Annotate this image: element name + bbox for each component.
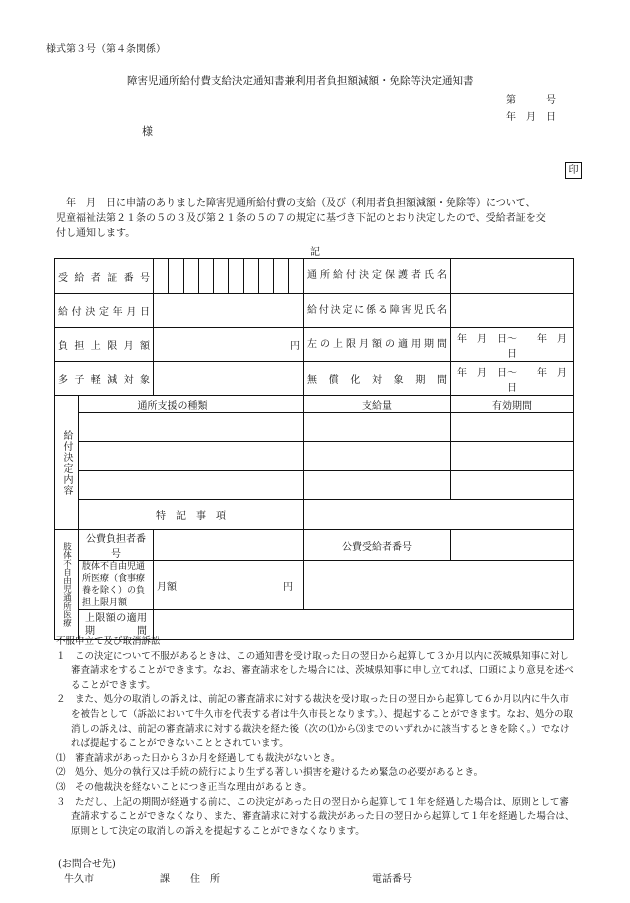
note-2: ２ また、処分の取消しの訴えは、前記の審査請求に対する裁決を受け取った日の翌日から起算して６か月以内に牛久市を被告として（訴訟において牛久市を代表する者は牛久市長となります。）、提起することができます。なお、処分の取消しの訴えは、前記の審査請求に対する裁決を経た後（次の⑴から⑶までのいずれかに該当するときを除く。）でなければ提起することができないこととされています。 [56, 694, 573, 750]
valid-period-header: 有効期間 [451, 396, 574, 413]
public-recipient-number-value [451, 530, 574, 561]
intro-line-1: 年 月 日に申請のありました障害児通所給付費の支給（及び（利用者負担額減額・免除等）について、 [56, 198, 536, 209]
medical-limit-value [154, 561, 304, 610]
recipient-number-boxes [154, 259, 304, 294]
form-number: 様式第３号（第４条関係） [46, 44, 166, 55]
note-2-item-2: ⑵ 処分、処分の執行又は手続の続行により生ずる著しい損害を避けるため緊急の必要があるとき。 [56, 767, 484, 779]
limit-amount-yen: 円 [154, 328, 304, 362]
service-row [79, 471, 304, 500]
medical-limit-yen: 円 [283, 581, 293, 593]
intro-line-3: 付し通知します。 [56, 228, 136, 239]
child-name-label: 給付決定に係る障害児氏名 [304, 294, 451, 328]
decision-table [54, 258, 577, 640]
note-1: １ この決定について不服があるときは、この通知書を受け取った日の翌日から起算して３か月以内に茨城県知事に対し審査請求をすることができます。なお、審査請求をした場合には、茨城県知事に申し立てれば、口頭により意見を述べることができます。 [56, 650, 574, 691]
decision-date-value [154, 294, 304, 328]
medical-section-label: 肢体不自由児通所医療 [55, 530, 79, 640]
kyufu-section-label: 給付決定内容 [55, 396, 79, 530]
multi-child-label: 多子軽減対象 [55, 362, 154, 396]
phone-label: 電話番号 [372, 874, 412, 885]
multi-child-value [154, 362, 304, 396]
service-type-header: 通所支援の種類 [79, 396, 304, 413]
free-period-label: 無償化対象期間 [304, 362, 451, 396]
medical-limit-label: 肢体不自由児通所医療（食事療養を除く）の負担上限月額 [79, 561, 154, 610]
recipient-number-label: 受給者証番号 [55, 259, 154, 294]
payer-number-label: 公費負担者番号 [79, 530, 154, 561]
limit-amount-label: 負担上限月額 [55, 328, 154, 362]
service-row [79, 413, 304, 442]
document-title: 障害児通所給付費支給決定通知書兼利用者負担額減額・免除等決定通知書 [127, 75, 474, 87]
issue-date: 年 月 日 [506, 112, 556, 123]
medical-limit-period-label: 上限額の適用期間 [79, 610, 154, 640]
limit-period-label: 左の上限月額の適用期間 [304, 328, 451, 362]
city-name: 牛久市 [64, 874, 94, 885]
payer-number-value [154, 530, 304, 561]
note-2-item-3: ⑶ その他裁決を経ないことにつき正当な理由があるとき。 [56, 781, 312, 793]
guardian-name-label: 通所給付決定保護者氏名 [304, 259, 451, 294]
public-recipient-number-label: 公費受給者番号 [304, 530, 451, 561]
remarks-label: 特 記 事 項 [79, 500, 304, 530]
ki-heading: 記 [310, 247, 320, 258]
supply-amount-header: 支給量 [304, 396, 451, 413]
guardian-name-value [451, 259, 574, 294]
intro-line-2: 児童福祉法第２１条の５の３及び第２１条の５の７の規定に基づき下記のとおり決定したので、受給者証を交 [56, 213, 546, 224]
seal-mark: 印 [565, 162, 582, 179]
limit-period-value: 年 月 日～ 年 月 日 [451, 328, 574, 362]
decision-date-label: 給付決定年月日 [55, 294, 154, 328]
child-name-value [451, 294, 574, 328]
section-address: 課 住 所 [160, 874, 220, 885]
note-3: ３ ただし、上記の期間が経過する前に、この決定があった日の翌日から起算して１年を経過した場合は、原則として審査請求することができなくなり、また、審査請求に対する裁決があった日の翌日から起算して１年を経過した場合は、原則として決定の取消しの訴えを提起することができなくなります。 [56, 796, 575, 837]
free-period-value: 年 月 日～ 年 月 日 [451, 362, 574, 396]
recipient-suffix: 様 [142, 125, 153, 138]
service-row [79, 442, 304, 471]
inquiry-label: (お問合せ先) [58, 859, 116, 870]
appeal-heading: 不服申立て及び取消訴訟 [56, 636, 161, 647]
monthly-label: 月額 [157, 581, 177, 593]
appeal-notes [56, 635, 576, 839]
document-number: 第 号 [506, 95, 556, 106]
remarks-value [304, 500, 574, 530]
note-2-item-1: ⑴ 審査請求があった日から３か月を経過しても裁決がないとき。 [56, 752, 341, 764]
